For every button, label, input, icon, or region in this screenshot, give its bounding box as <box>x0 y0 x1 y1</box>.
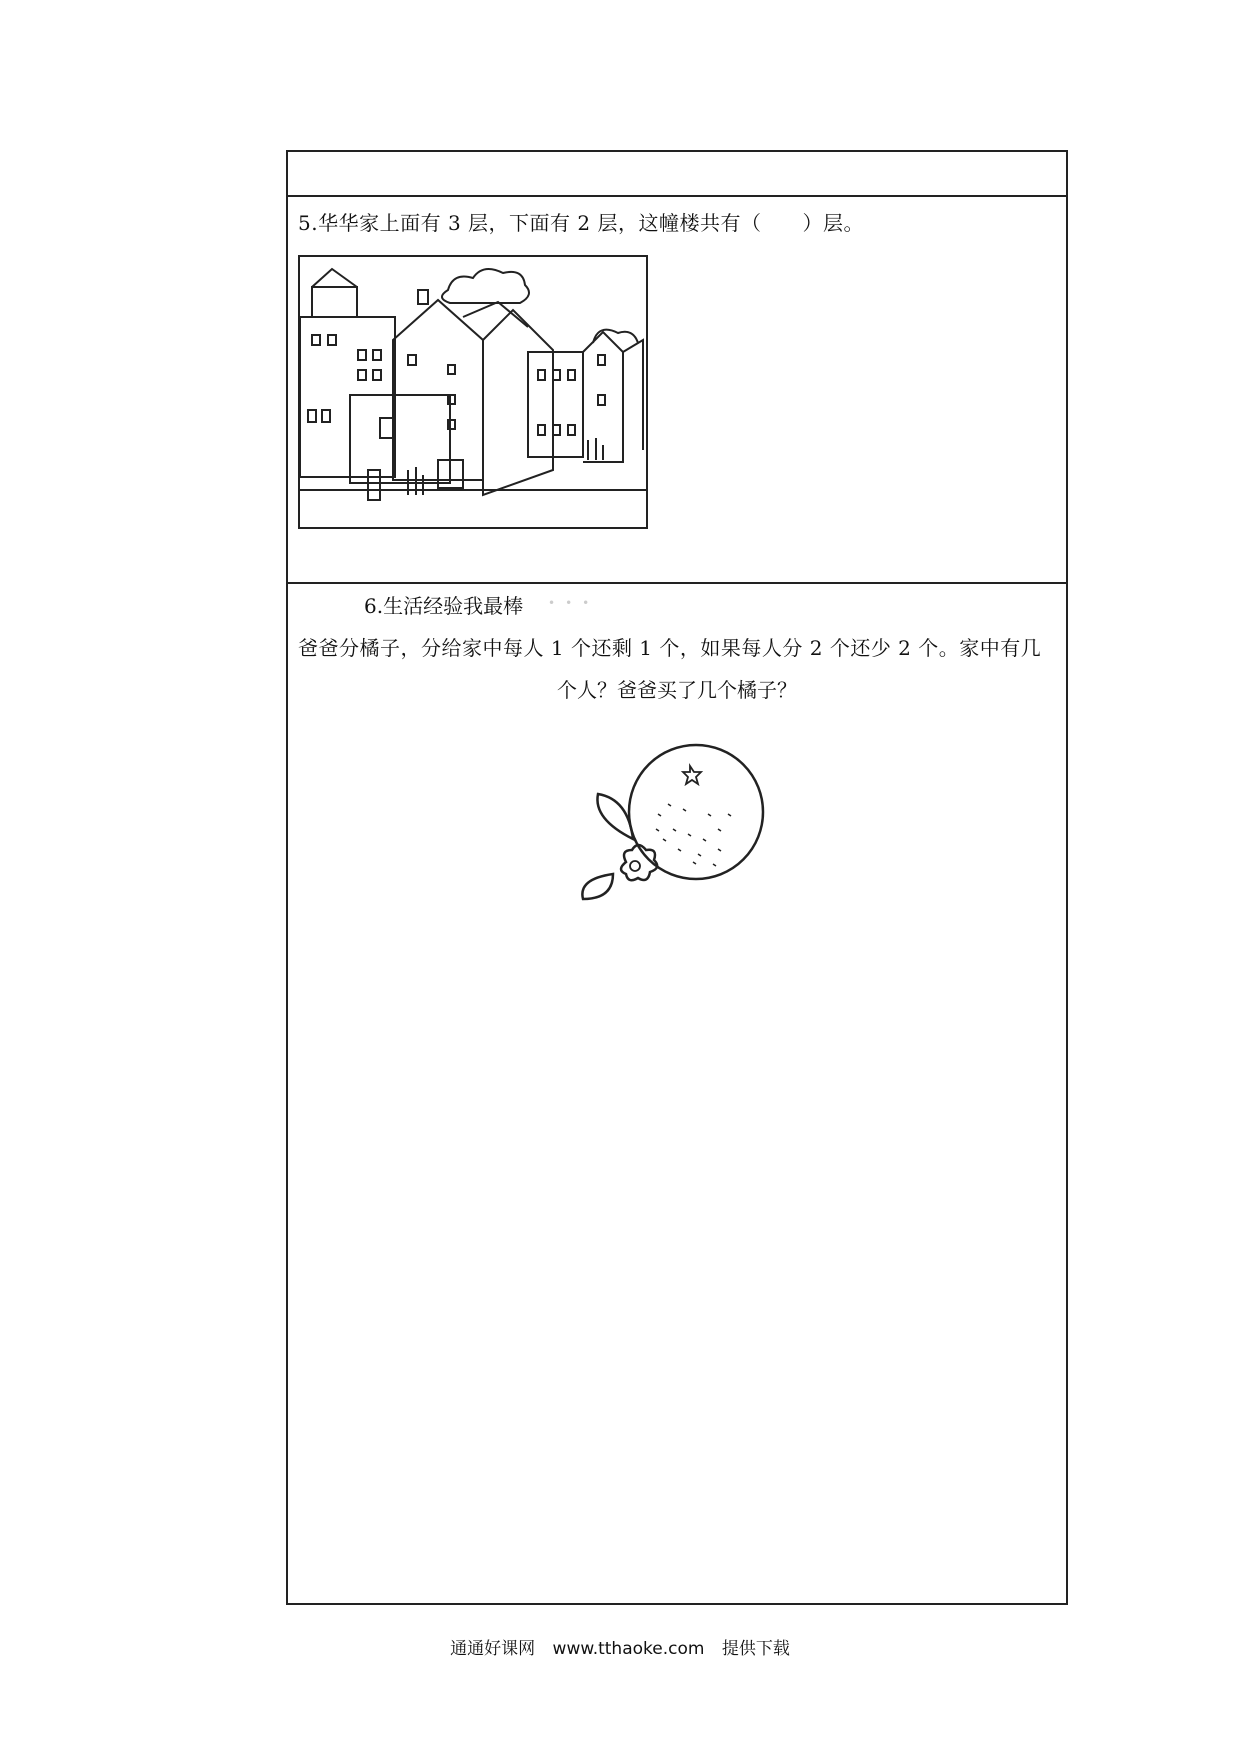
worksheet-table <box>286 150 1068 1605</box>
footer-site-name: 通通好课网 <box>450 1639 536 1659</box>
empty-header-row <box>288 152 1066 197</box>
question-5-text: 5.华华家上面有 3 层，下面有 2 层，这幢楼共有（ ）层。 <box>298 211 864 235</box>
question-5-cell <box>288 197 1066 584</box>
question-6-text-line-1: 爸爸分橘子，分给家中每人 1 个还剩 1 个，如果每人分 2 个还少 2 个。家中有几 <box>298 636 1042 660</box>
question-6-text-line-2: 个人？爸爸买了几个橘子？ <box>557 678 797 702</box>
decorative-dots: ••• <box>548 596 600 610</box>
question-6-title: 6.生活经验我最棒 <box>364 594 524 618</box>
orange-illustration <box>578 714 778 979</box>
question-6-cell <box>288 584 1066 1605</box>
footer-suffix: 提供下载 <box>721 1639 790 1659</box>
footer-url[interactable]: www.tthaoke.com <box>552 1639 705 1659</box>
page-footer <box>0 1634 1240 1659</box>
buildings-illustration <box>298 255 648 529</box>
